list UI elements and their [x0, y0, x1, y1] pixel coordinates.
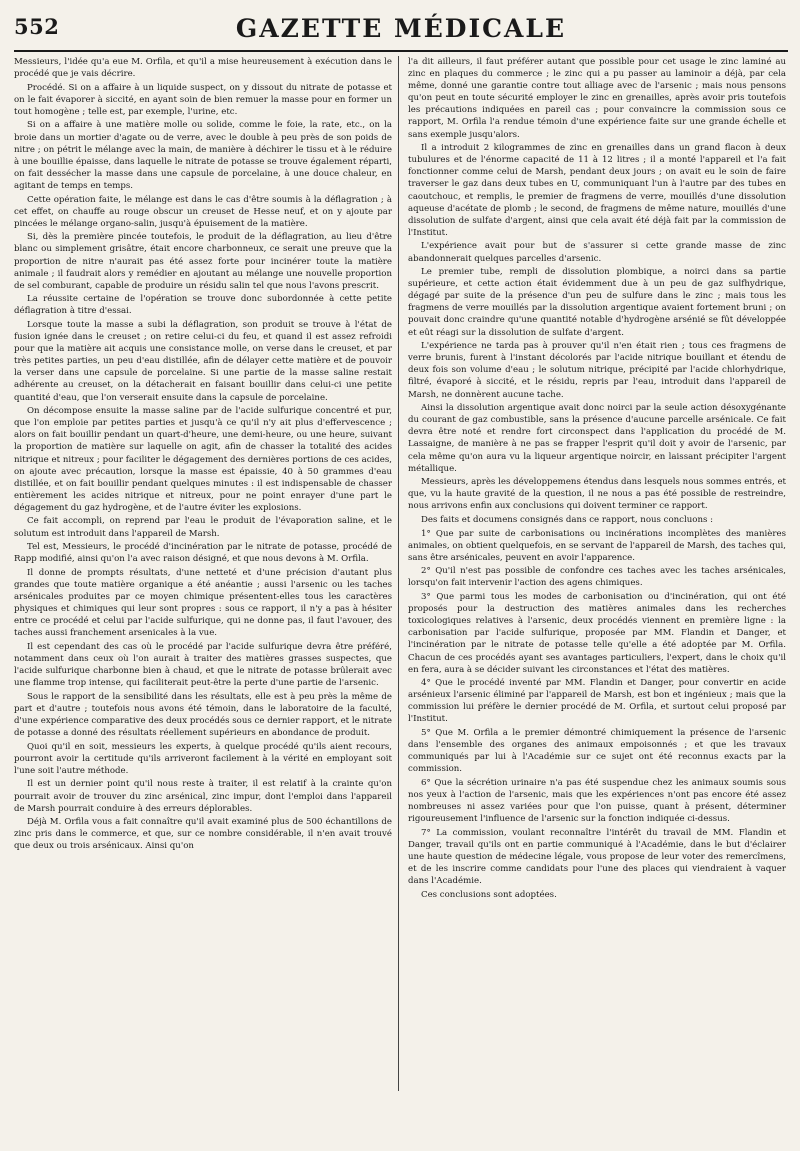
paragraph: Ainsi la dissolution argentique avait donc noirci par la seule action désoxygénante du courant de gaz combustible, sans la présence d'aucune parcelle arsénicale. Ce fait devra être noté et rendre fort circonspect dans l'application du procédé de M. Lassaigne, de manière à ne pas se frapper l'esprit qu'il doit y avoir de l'arsenic, par cela même qu'on aura vu la liqueur argentique noircir, en laissant précipiter l'argent métallique.	[408, 403, 786, 474]
paragraph: l'a dit ailleurs, il faut préférer autant que possible pour cet usage le zinc laminé au zinc en plaques du commerce ; le zinc qui a pu passer au laminoir a déjà, par cela même, donné une garantie contre tout alliage avec de l'arsenic ; mais nous pensons qu'on peut en toute sécurité employer le zinc en grenailles, après avoir pris toutefois les précautions indiquées en pareil cas ; pour convaincre la commission sous ce rapport, M. Orfila l'a rendue témoin d'une expérience faite sur une grande échelle et sans exemple jusqu'alors.	[408, 57, 786, 140]
conclusion-item: 6° Que la sécrétion urinaire n'a pas été suspendue chez les animaux soumis sous nos yeux à l'action de l'arsenic, mais que les expériences n'ont pas encore été assez nombreuses ni assez variées pour que l'on puisse, quant à présent, déterminer rigoureusement l'influence de l'arsenic sur la fonction indiquée ci-dessus.	[408, 777, 786, 825]
column-divider	[398, 56, 399, 1091]
paragraph: L'expérience avait pour but de s'assurer si cette grande masse de zinc abandonnerait quelques parcelles d'arsenic.	[408, 241, 786, 264]
paragraph: Si on a affaire à une matière molle ou solide, comme le foie, la rate, etc., on la broie dans un mortier d'agate ou de verre, avec le double à peu près de son poids de nitre ; on pétrit le mélange avec la main, de manière à déchirer le tissu et à le réduire à une bouillie épaisse, dans laquelle le nitrate de potasse se trouve également réparti, on fait dessécher la masse dans une capsule de porcelaine, à une douce chaleur, en agitant de temps en temps.	[14, 120, 392, 191]
paragraph: Il a introduit 2 kilogrammes de zinc en grenailles dans un grand flacon à deux tubulures et de l'énorme capacité de 11 à 12 litres ; il a monté l'appareil et l'a fait fonctionner comme celui de Marsh, pendant deux jours ; on avait eu le soin de faire traverser le gaz dans deux tubes en U, communiquant l'un à l'autre par des tubes en caoutchouc, et remplis, le premier de fragmens de verre, mouillés d'une dissolution aqueuse d'acétate de plomb ; le second, de fragmens de même nature, mouillés d'une dissolution de sulfate d'argent, ainsi que cela avait été déjà fait par la commission de l'Institut.	[408, 143, 786, 238]
right-column	[408, 56, 786, 1096]
paragraph: Messieurs, après les développemens étendus dans lesquels nous sommes entrés, et que, vu la haute gravité de la question, il ne nous a pas été possible de restreindre, nous arrivons enfin aux conclusions qui doivent terminer ce rapport.	[408, 477, 786, 512]
paragraph: Ce fait accompli, on reprend par l'eau le produit de l'évaporation saline, et le solutum est introduit dans l'appareil de Marsh.	[14, 516, 392, 539]
left-column	[14, 56, 392, 1096]
paragraph: Il est un dernier point qu'il nous reste à traiter, il est relatif à la crainte qu'on pourrait avoir de trouver du zinc arsénical, zinc impur, dont l'emploi dans l'appareil de Marsh pourrait conduire à des erreurs déplorables.	[14, 779, 392, 814]
paragraph: Des faits et documens consignés dans ce rapport, nous concluons :	[421, 514, 714, 525]
conclusion-item: 4° Que le procédé inventé par MM. Flandin et Danger, pour convertir en acide arsénieux l'arsenic éliminé par l'appareil de Marsh, est bon et ingénieux ; mais que la commission lui préfère le dernier procédé de M. Orfila, et surtout celui proposé par l'Institut.	[408, 678, 786, 725]
paragraph: Tel est, Messieurs, le procédé d'incinération par le nitrate de potasse, procédé de Rapp modifié, ainsi qu'on l'a avec raison désigné, et que nous devons à M. Orfila.	[14, 542, 392, 565]
paragraph: Procédé. Si on a affaire à un liquide suspect, on y dissout du nitrate de potasse et on le fait évaporer à siccité, en ayant soin de bien remuer la masse pour en former un tout homogène ; telle est, par exemple, l'urine, etc.	[14, 82, 392, 117]
paragraph: Lorsque toute la masse a subi la déflagration, son produit se trouve à l'état de fusion ignée dans le creuset ; on retire celui-ci du feu, et quand il est assez refroidi pour que la matière ait acquis une consistance molle, on verse dans le creuset, et par très petites parties, un peu d'eau distillée, afin de délayer cette matière et de pouvoir la verser dans une capsule de porcelaine. Si une partie de la masse saline restait adhérente au creuset, on la détacherait en faisant bouillir dans celui-ci une petite quantité d'eau, que l'on verserait ensuite dans la capsule de porcelaine.	[14, 319, 392, 403]
page-number: 552	[14, 14, 60, 39]
paragraph: Sous le rapport de la sensibilité dans les résultats, elle est à peu près la même de part et d'autre ; toutefois nous avons été témoin, dans le laboratoire de la faculté, d'une expérience comparative des deux procédés sous ce dernier rapport, et le nitrate de potasse a donné des résultats réellement supérieurs en abondance de produit.	[14, 691, 392, 739]
paragraph: Déjà M. Orfila vous a fait connaître qu'il avait examiné plus de 500 échantillons de zinc pris dans le commerce, et que, sur ce nombre considérable, il n'en avait trouvé que deux ou trois arsénicaux. Ainsi qu'on	[14, 817, 392, 852]
conclusion-item: 3° Que parmi tous les modes de carbonisation ou d'incinération, qui ont été proposés pour la destruction des matières animales dans les recherches toxicologiques relatives à l'arsenic, deux procédés viennent en première ligne : la carbonisation par l'acide sulfurique, proposée par MM. Flandin et Danger, et l'incinération par le nitrate de potasse telle qu'elle a été adoptée par M. Orfila. Chacun de ces procédés ayant ses avantages particuliers, l'expert, dans le choix qu'il en fera, aura à se décider suivant les circonstances et l'état des matières.	[408, 592, 786, 675]
paragraph: Quoi qu'il en soit, messieurs les experts, à quelque procédé qu'ils aient recours, pourront avoir la certitude qu'ils arriveront facilement à la vérité en employant soit l'une soit l'autre méthode.	[14, 741, 392, 776]
paragraph: Il donne de prompts résultats, d'une netteté et d'une précision d'autant plus grandes que toute matière organique a été anéantie ; aussi l'arsenic ou les taches arsénicales produites par ce moyen chimique présentent-elles tous les caractères physiques et chimiques qui leur sont propres : sous ce rapport, il n'y a pas à hésiter entre ce procédé et celui par l'acide sulfurique, qui ne donne pas, il faut l'avouer, des taches aussi franchement arsenicales à la vue.	[14, 567, 392, 639]
paragraph: Le premier tube, rempli de dissolution plombique, a noirci dans sa partie supérieure, et cette action était évidemment due à un peu de gaz sulfhydrique, dégagé par suite de la présence d'un peu de sulfure dans le zinc ; mais tous les fragmens de verre mouillés par la dissolution argentique avaient fortement bruni ; on pouvait donc craindre qu'une quantité notable d'hydrogène arsénié se fût développée et eût réagi sur la dissolution de sulfate d'argent.	[408, 267, 786, 338]
paragraph: Il est cependant des cas où le procédé par l'acide sulfurique devra être préféré, notamment dans ceux où l'on aurait à traiter des matières grasses suspectes, que l'acide sulfurique charbonne bien à chaud, et que le nitrate de potasse brûlerait avec une flamme trop intense, qui faciliterait peut-être la perte d'une partie de l'arsenic.	[14, 641, 392, 689]
paragraph: Cette opération faite, le mélange est dans le cas d'être soumis à la déflagration ; à cet effet, on chauffe au rouge obscur un creuset de Hesse neuf, et on y ajoute par pincées le mélange organo-salin, jusqu'à épuisement de la matière.	[14, 194, 392, 229]
journal-title: GAZETTE MÉDICALE	[235, 14, 567, 43]
conclusion-item: 7° La commission, voulant reconnaître l'intérêt du travail de MM. Flandin et Danger, travail qu'ils ont en partie communiqué à l'Académie, dans le but d'éclairer une haute question de médecine légale, vous propose de leur voter des remercîmens, et de les inscrire comme candidats pour l'une des places qui viendraient à vaquer dans l'Académie.	[408, 827, 786, 887]
conclusion-item: 1° Que par suite de carbonisations ou incinérations incomplètes des manières animales, on obtient quelquefois, en se servant de l'appareil de Marsh, des taches qui, sans être arsénicales, peuvent en avoir l'apparence.	[408, 528, 786, 563]
page-header	[14, 8, 788, 52]
conclusion-item: 5° Que M. Orfila a le premier démontré chimiquement la présence de l'arsenic dans l'ensemble des organes des animaux empoisonnés ; et que les travaux communiqués par lui à l'Académie sur ce sujet ont été reconnus exacts par la commission.	[408, 728, 786, 775]
paragraph: Si, dès la première pincée toutefois, le produit de la déflagration, au lieu d'être blanc ou simplement grisâtre, était encore charbonneux, ce serait une preuve que la proportion de nitre n'aurait pas été assez forte pour incinérer toute la matière animale ; il faudrait alors y remédier en ajoutant au mélange une nouvelle proportion de sel comburant, capable de produire un résidu salin tel que nous l'avons prescrit.	[14, 232, 392, 291]
paragraph: La réussite certaine de l'opération se trouve donc subordonnée à cette petite déflagration à titre d'essai.	[14, 294, 392, 317]
paragraph: Messieurs, l'idée qu'a eue M. Orfila, et qu'il a mise heureusement à exécution dans le procédé que je vais décrire.	[14, 57, 392, 80]
conclusion-item: 2° Qu'il n'est pas possible de confondre ces taches avec les taches arsénicales, lorsqu'on fait intervenir l'action des agens chimiques.	[408, 566, 786, 589]
closing-line: Ces conclusions sont adoptées.	[421, 889, 557, 900]
paragraph: L'expérience ne tarda pas à prouver qu'il n'en était rien ; tous ces fragmens de verre brunis, furent à l'instant décolorés par l'acide nitrique bouillant et étendu de deux fois son volume d'eau ; le solutum nitrique, précipité par l'acide chlorhydrique, filtré, évaporé à siccité, et le résidu, repris par l'eau, introduit dans l'appareil de Marsh, ne donnèrent aucune tache.	[408, 341, 786, 400]
paragraph: On décompose ensuite la masse saline par de l'acide sulfurique concentré et pur, que l'on emploie par petites parties et jusqu'à ce qu'il n'y ait plus d'effervescence ; alors on fait bouillir pendant un quart-d'heure, une demi-heure, ou une heure, suivant la proportion de matière sur laquelle on agit, afin de chasser la totalité des acides nitrique et nitreux ; pour faciliter le dégagement des dernières portions de ces acides, on ajoute avec précaution, lorsque la masse est épaissie, 40 à 50 grammes d'eau distillée, et on fait bouillir pendant quelques minutes : il est indispensable de chasser entièrement les acides nitrique et nitreux, pour ne point enrayer d'une part le dégagement du gaz hydrogène, et de l'autre éviter les explosions.	[14, 406, 392, 513]
